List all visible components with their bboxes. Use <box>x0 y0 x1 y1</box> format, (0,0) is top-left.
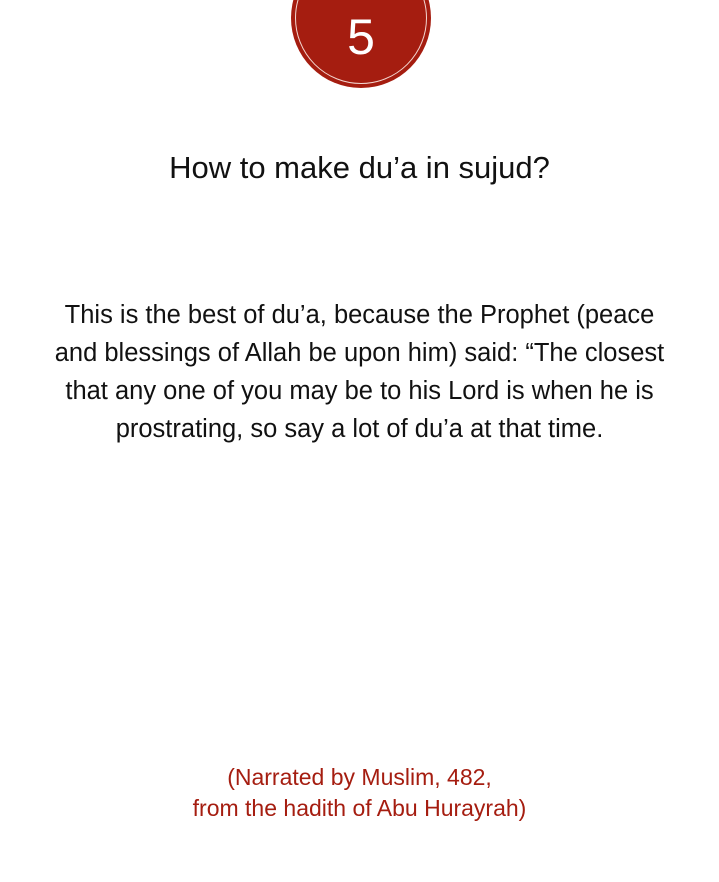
citation-line-1: (Narrated by Muslim, 482, <box>227 764 492 790</box>
number-badge <box>291 0 431 88</box>
page-title: How to make du’a in sujud? <box>169 150 550 185</box>
body-text: This is the best of du’a, because the Prophet (peace and blessings of Allah be upon him) said: “The closest that any one of you may be to his Lord is when he is prostrating, so say a lot of du’a at that time. <box>54 301 665 443</box>
citation <box>0 762 719 824</box>
citation-line-2: from the hadith of Abu Hurayrah) <box>192 795 527 821</box>
badge-number: 5 <box>347 9 375 65</box>
